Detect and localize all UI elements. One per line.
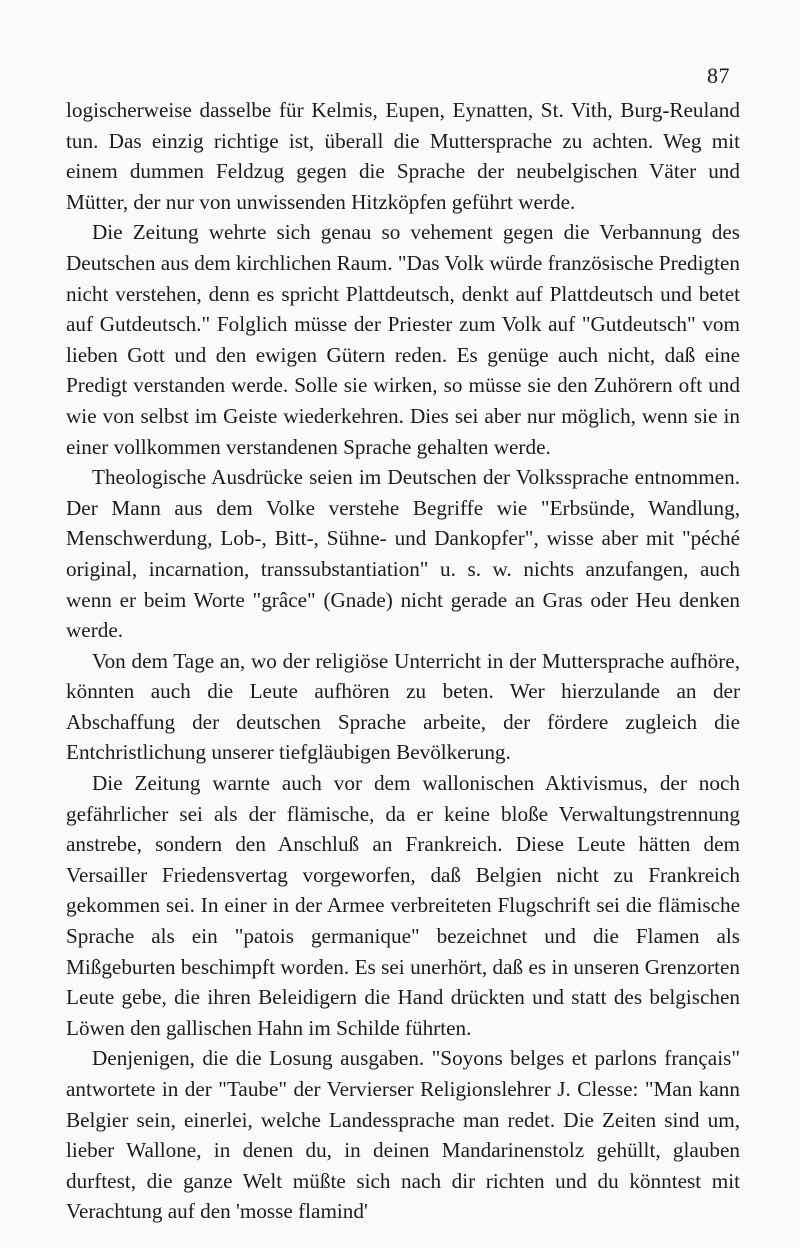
page-number: 87 xyxy=(707,63,730,88)
body-text xyxy=(66,95,740,1227)
paragraph-1: logischerweise dasselbe für Kelmis, Eupen, Eynatten, St. Vith, Burg-Reuland tun. Das einzig richtige ist, überall die Muttersprache zu achten. Weg mit einem dummen Feldzug gegen die Sprache der neubelgischen Väter und Mütter, der nur von unwissenden Hitzköpfen geführt werde. xyxy=(66,98,740,214)
paragraph-5: Die Zeitung warnte auch vor dem wallonischen Aktivismus, der noch gefährlicher sei als der flämische, da er keine bloße Verwaltungstrennung anstrebe, sondern den Anschluß an Frankreich. Diese Leute hätten dem Versailler Friedensvertag vorgeworfen, daß Belgien nicht zu Frankreich gekommen sei. In einer in der Armee verbreiteten Flugschrift sei die flämische Sprache als ein "patois germanique" bezeichnet und die Flamen als Mißgeburten beschimpft worden. Es sei unerhört, daß es in unseren Grenzorten Leute gebe, die ihren Beleidigern die Hand drückten und statt des belgischen Löwen den gallischen Hahn im Schilde führten. xyxy=(66,771,740,1040)
paragraph-4: Von dem Tage an, wo der religiöse Unterricht in der Muttersprache aufhöre, könnten auch die Leute aufhören zu beten. Wer hierzulande an der Abschaffung der deutschen Sprache arbeite, der fördere zugleich die Entchristlichung unserer tiefgläubigen Bevölkerung. xyxy=(66,648,740,765)
paragraph-3: Theologische Ausdrücke seien im Deutschen der Volkssprache entnommen. Der Mann aus dem Volke verstehe Begriffe wie "Erbsünde, Wandlung, Menschwerdung, Lob-, Bitt-, Sühne- und Dankopfer", wisse aber mit "péché original, incarnation, transsubstantiation" u. s. w. nichts anzufangen, auch wenn er beim Worte "grâce" (Gnade) nicht gerade an Gras oder Heu denken werde. xyxy=(66,465,740,643)
paragraph-6: Denjenigen, die die Losung ausgaben. "Soyons belges et parlons français" antwortete in der "Taube" der Vervierser Religionslehrer J. Clesse: "Man kann Belgier sein, einerlei, welche Landessprache man redet. Die Zeiten sind um, lieber Wallone, in denen du, in deinen Mandarinenstolz gehüllt, glauben durftest, die ganze Welt müßte sich nach dir richten und du könntest mit Verachtung auf den 'mosse flamind' xyxy=(66,1046,740,1224)
paragraph-2: Die Zeitung wehrte sich genau so vehement gegen die Verbannung des Deutschen aus dem kirchlichen Raum. "Das Volk würde französische Predigten nicht verstehen, denn es spricht Plattdeutsch, denkt auf Plattdeutsch und betet auf Gutdeutsch." Folglich müsse der Priester zum Volk auf "Gutdeutsch" vom lieben Gott und den ewigen Gütern reden. Es genüge auch nicht, daß eine Predigt verstanden werde. Solle sie wirken, so müsse sie den Zuhörern oft und wie von selbst im Geiste wiederkehren. Dies sei aber nur möglich, wenn sie in einer vollkommen verstandenen Sprache gehalten werde. xyxy=(66,220,740,459)
